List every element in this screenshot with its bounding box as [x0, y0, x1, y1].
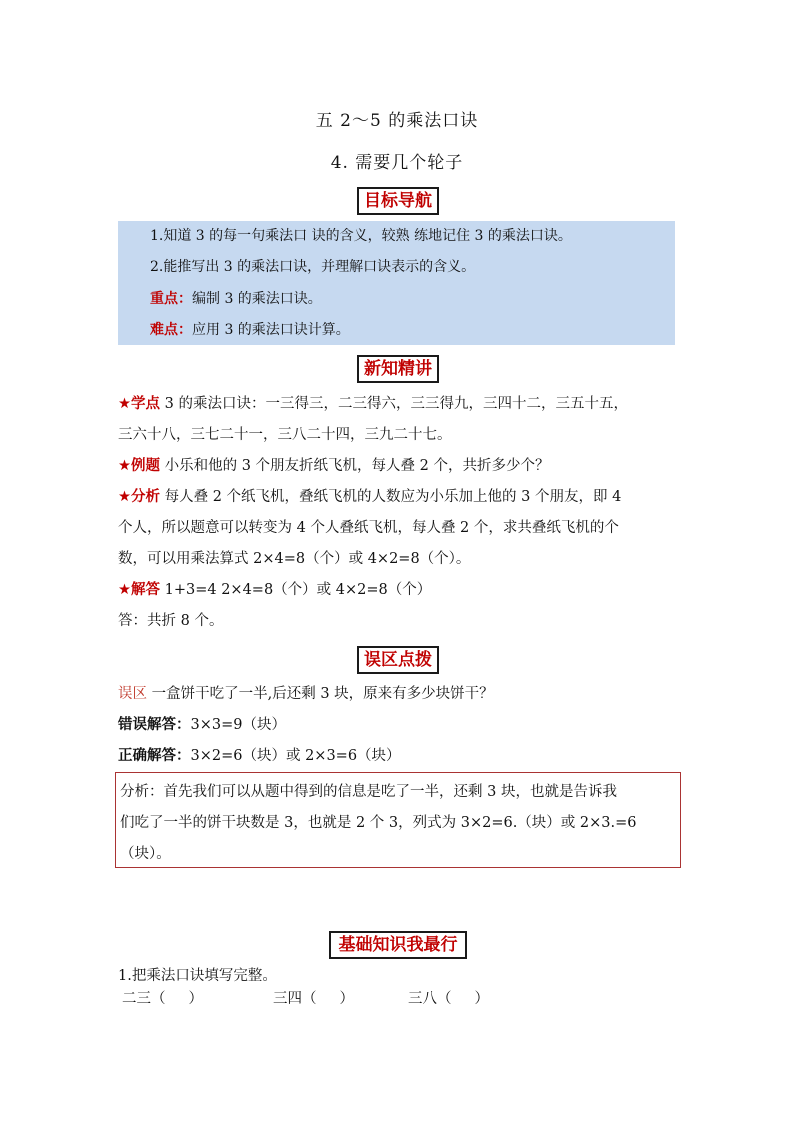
goal-key-point: [150, 289, 322, 309]
solution-text: 1+3=4 2×4=8（个）或 4×2=8（个）: [160, 582, 432, 598]
example-line: [118, 456, 550, 476]
section-mistakes-header: 误区点拨: [357, 646, 439, 674]
mistake-question: [118, 684, 494, 704]
analysis-line-1: [118, 487, 621, 507]
wrong-answer: [118, 715, 286, 735]
fill-blank-1[interactable]: 二三（ ）: [122, 991, 204, 1007]
right-answer-text: 3×2=6（块）或 2×3=6（块）: [190, 748, 401, 764]
answer-line: 答：共折 8 个。: [118, 613, 224, 629]
section-basic-header: 基础知识我最行: [329, 931, 467, 959]
section-new-knowledge-header: 新知精讲: [357, 355, 439, 383]
key-point-text: 编制 3 的乘法口诀。: [192, 291, 322, 307]
wrong-answer-label: 错误解答：: [118, 716, 191, 733]
knowledge-point-line-1: [118, 394, 628, 414]
point-label: 学点: [131, 395, 160, 412]
goal-item-1: 1.知道 3 的每一句乘法口 诀的含义，较熟 练地记住 3 的乘法口诀。: [150, 228, 572, 244]
solution-line: [118, 580, 431, 600]
star-icon: ★: [118, 458, 131, 474]
mistake-analysis-line-1: 分析：首先我们可以从题中得到的信息是吃了一半，还剩 3 块，也就是告诉我: [120, 784, 617, 800]
section-goal-header: 目标导航: [357, 187, 439, 215]
right-answer: [118, 746, 401, 766]
fill-blank-2[interactable]: 三四（ ）: [273, 991, 355, 1007]
knowledge-point-line-2: 三六十八，三七二十一，三八二十四，三九二十七。: [118, 427, 452, 443]
point-text-1: 3 的乘法口诀：一三得三，二三得六，三三得九，三四十二，三五十五，: [160, 396, 628, 412]
exercise-question-1: 1.把乘法口诀填写完整。: [118, 968, 277, 984]
solution-label: 解答: [131, 581, 160, 598]
fill-blank-3[interactable]: 三八（ ）: [408, 991, 490, 1007]
key-point-label: 重点：: [150, 291, 192, 307]
right-answer-label: 正确解答：: [118, 747, 191, 764]
analysis-text-1: 每人叠 2 个纸飞机，叠纸飞机的人数应为小乐加上他的 3 个朋友，即 4: [160, 489, 622, 505]
example-label: 例题: [131, 457, 160, 474]
wrong-answer-text: 3×3=9（块）: [190, 717, 286, 733]
mistake-analysis-line-3: （块）。: [120, 846, 171, 862]
goal-item-2: 2.能推写出 3 的乘法口诀，并理解口诀表示的含义。: [150, 259, 476, 275]
hard-point-label: 难点：: [150, 322, 192, 338]
star-icon: ★: [118, 396, 131, 412]
hard-point-text: 应用 3 的乘法口诀计算。: [192, 322, 350, 338]
unit-title: 五 2～5 的乘法口诀: [315, 111, 479, 131]
star-icon: ★: [118, 489, 131, 505]
analysis-label: 分析: [131, 488, 160, 505]
analysis-line-3: 数，可以用乘法算式 2×4=8（个）或 4×2=8（个）。: [118, 551, 471, 567]
star-icon: ★: [118, 582, 131, 598]
mistake-question-text: 一盒饼干吃了一半,后还剩 3 块，原来有多少块饼干？: [147, 686, 494, 702]
lesson-title: 4. 需要几个轮子: [330, 153, 464, 173]
analysis-line-2: 个人，所以题意可以转变为 4 个人叠纸飞机，每人叠 2 个，求共叠纸飞机的个: [118, 520, 619, 536]
mistake-tag: 误区: [118, 686, 147, 702]
mistake-analysis-line-2: 们吃了一半的饼干块数是 3，也就是 2 个 3，列式为 3×2=6.（块）或 2×3.=6: [120, 815, 637, 831]
goal-hard-point: [150, 320, 350, 340]
example-text: 小乐和他的 3 个朋友折纸飞机，每人叠 2 个，共折多少个？: [160, 458, 550, 474]
